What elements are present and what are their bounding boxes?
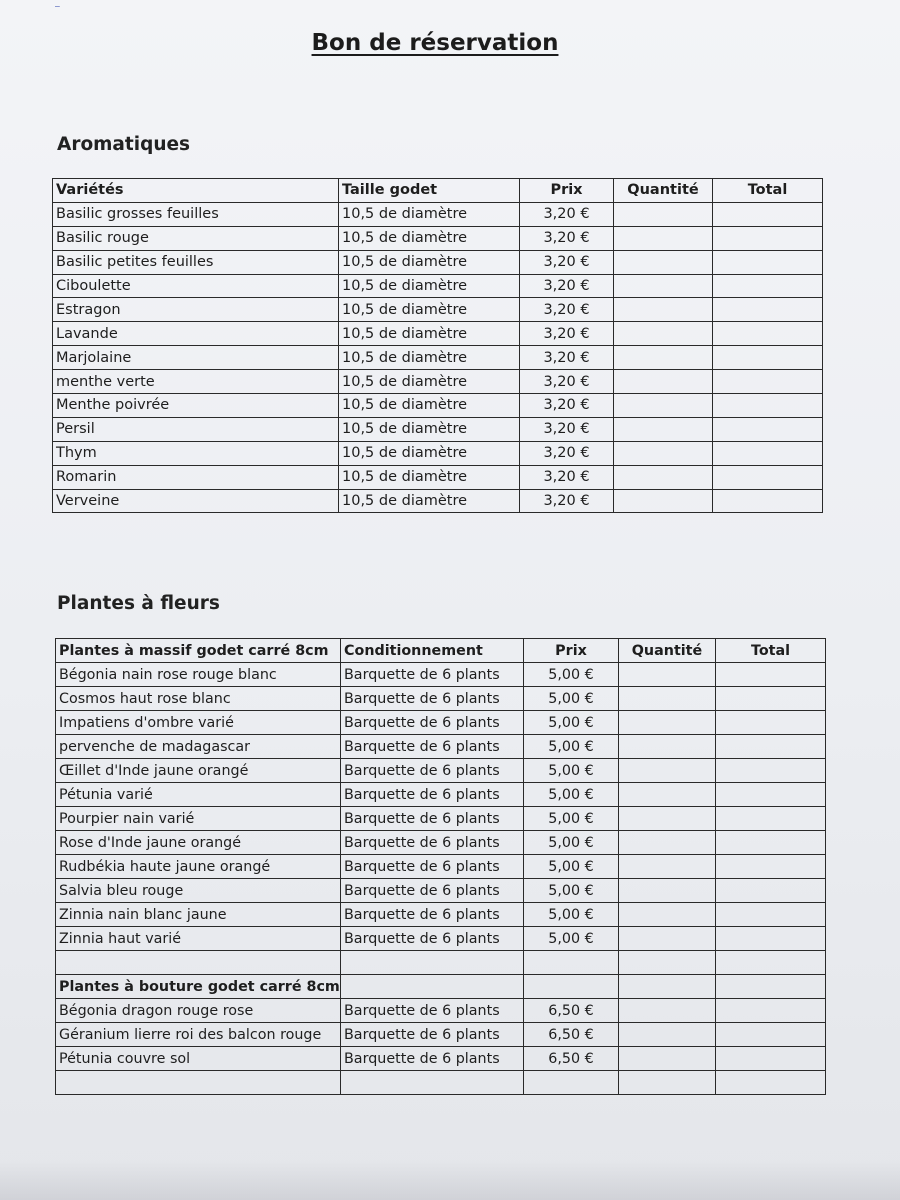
table-row bbox=[56, 1023, 826, 1047]
size-cell: Barquette de 6 plants bbox=[341, 735, 524, 759]
empty-cell[interactable] bbox=[619, 975, 716, 999]
size-cell: Barquette de 6 plants bbox=[341, 783, 524, 807]
col-header-massif: Plantes à massif godet carré 8cm bbox=[56, 639, 341, 663]
subsection-header-row bbox=[56, 975, 826, 999]
empty-cell[interactable] bbox=[716, 975, 826, 999]
empty-row bbox=[56, 1071, 826, 1095]
quantity-cell[interactable] bbox=[614, 346, 713, 370]
table-row bbox=[56, 1047, 826, 1071]
table-row bbox=[56, 783, 826, 807]
empty-cell bbox=[56, 951, 341, 975]
quantity-cell[interactable] bbox=[619, 855, 716, 879]
quantity-cell[interactable] bbox=[614, 298, 713, 322]
document-title bbox=[0, 30, 870, 56]
total-cell[interactable] bbox=[716, 831, 826, 855]
variety-cell: Zinnia haut varié bbox=[56, 927, 341, 951]
size-cell: 10,5 de diamètre bbox=[339, 274, 520, 298]
quantity-cell[interactable] bbox=[619, 807, 716, 831]
table-row bbox=[56, 663, 826, 687]
size-cell: Barquette de 6 plants bbox=[341, 831, 524, 855]
aromatiques-table bbox=[52, 178, 823, 513]
quantity-cell[interactable] bbox=[619, 711, 716, 735]
empty-cell bbox=[524, 975, 619, 999]
empty-cell bbox=[341, 975, 524, 999]
size-cell: Barquette de 6 plants bbox=[341, 999, 524, 1023]
price-cell: 5,00 € bbox=[524, 759, 619, 783]
table-row bbox=[56, 855, 826, 879]
variety-cell: Thym bbox=[53, 441, 339, 465]
quantity-cell[interactable] bbox=[614, 202, 713, 226]
variety-cell: Œillet d'Inde jaune orangé bbox=[56, 759, 341, 783]
fleurs-table bbox=[55, 638, 826, 1095]
quantity-cell[interactable] bbox=[614, 250, 713, 274]
total-cell[interactable] bbox=[716, 735, 826, 759]
size-cell: Barquette de 6 plants bbox=[341, 663, 524, 687]
variety-cell: Rudbékia haute jaune orangé bbox=[56, 855, 341, 879]
variety-cell: Pétunia varié bbox=[56, 783, 341, 807]
price-cell: 3,20 € bbox=[520, 322, 614, 346]
price-cell: 5,00 € bbox=[524, 663, 619, 687]
price-cell: 5,00 € bbox=[524, 903, 619, 927]
quantity-cell[interactable] bbox=[614, 417, 713, 441]
price-cell: 3,20 € bbox=[520, 346, 614, 370]
table-row bbox=[53, 226, 823, 250]
variety-cell: Rose d'Inde jaune orangé bbox=[56, 831, 341, 855]
price-cell: 3,20 € bbox=[520, 370, 614, 394]
price-cell: 3,20 € bbox=[520, 417, 614, 441]
size-cell: 10,5 de diamètre bbox=[339, 465, 520, 489]
aromatiques-body bbox=[53, 202, 823, 513]
col-header-quantite: Quantité bbox=[619, 639, 716, 663]
total-cell[interactable] bbox=[713, 441, 823, 465]
variety-cell: Menthe poivrée bbox=[53, 394, 339, 418]
quantity-cell[interactable] bbox=[619, 783, 716, 807]
empty-row bbox=[56, 951, 826, 975]
total-cell[interactable] bbox=[716, 807, 826, 831]
table-row bbox=[53, 370, 823, 394]
empty-cell[interactable] bbox=[619, 951, 716, 975]
quantity-cell[interactable] bbox=[619, 879, 716, 903]
empty-cell bbox=[341, 1071, 524, 1095]
total-cell[interactable] bbox=[713, 370, 823, 394]
price-cell: 5,00 € bbox=[524, 711, 619, 735]
table-row bbox=[53, 489, 823, 513]
table-row bbox=[53, 322, 823, 346]
variety-cell: Salvia bleu rouge bbox=[56, 879, 341, 903]
total-cell[interactable] bbox=[716, 1047, 826, 1071]
quantity-cell[interactable] bbox=[614, 274, 713, 298]
table-row bbox=[53, 298, 823, 322]
variety-cell: Géranium lierre roi des balcon rouge bbox=[56, 1023, 341, 1047]
total-cell[interactable] bbox=[713, 489, 823, 513]
size-cell: 10,5 de diamètre bbox=[339, 489, 520, 513]
total-cell[interactable] bbox=[716, 903, 826, 927]
total-cell[interactable] bbox=[716, 687, 826, 711]
quantity-cell[interactable] bbox=[614, 370, 713, 394]
total-cell[interactable] bbox=[716, 999, 826, 1023]
table-row bbox=[56, 879, 826, 903]
price-cell: 5,00 € bbox=[524, 687, 619, 711]
price-cell: 5,00 € bbox=[524, 879, 619, 903]
quantity-cell[interactable] bbox=[614, 465, 713, 489]
table-row bbox=[53, 441, 823, 465]
quantity-cell[interactable] bbox=[614, 322, 713, 346]
variety-cell: Zinnia nain blanc jaune bbox=[56, 903, 341, 927]
empty-cell[interactable] bbox=[716, 1071, 826, 1095]
size-cell: 10,5 de diamètre bbox=[339, 346, 520, 370]
table-row bbox=[56, 903, 826, 927]
quantity-cell[interactable] bbox=[619, 759, 716, 783]
empty-cell[interactable] bbox=[716, 951, 826, 975]
quantity-cell[interactable] bbox=[619, 735, 716, 759]
table-row bbox=[56, 711, 826, 735]
quantity-cell[interactable] bbox=[619, 831, 716, 855]
size-cell: Barquette de 6 plants bbox=[341, 759, 524, 783]
price-cell: 5,00 € bbox=[524, 807, 619, 831]
total-cell[interactable] bbox=[713, 226, 823, 250]
table-row bbox=[53, 250, 823, 274]
table-row bbox=[53, 394, 823, 418]
price-cell: 5,00 € bbox=[524, 783, 619, 807]
fleurs-body bbox=[56, 663, 826, 1095]
variety-cell: pervenche de madagascar bbox=[56, 735, 341, 759]
quantity-cell[interactable] bbox=[619, 687, 716, 711]
total-cell[interactable] bbox=[716, 855, 826, 879]
quantity-cell[interactable] bbox=[614, 489, 713, 513]
table-row bbox=[56, 807, 826, 831]
quantity-cell[interactable] bbox=[619, 999, 716, 1023]
price-cell: 3,20 € bbox=[520, 250, 614, 274]
price-cell: 3,20 € bbox=[520, 298, 614, 322]
total-cell[interactable] bbox=[716, 1023, 826, 1047]
size-cell: 10,5 de diamètre bbox=[339, 226, 520, 250]
total-cell[interactable] bbox=[713, 394, 823, 418]
price-cell: 6,50 € bbox=[524, 1023, 619, 1047]
col-header-quantite: Quantité bbox=[614, 179, 713, 203]
document-title-text: Bon de réservation bbox=[311, 30, 559, 56]
table-row bbox=[56, 735, 826, 759]
table-row bbox=[53, 346, 823, 370]
total-cell[interactable] bbox=[713, 202, 823, 226]
size-cell: Barquette de 6 plants bbox=[341, 711, 524, 735]
quantity-cell[interactable] bbox=[619, 663, 716, 687]
total-cell[interactable] bbox=[716, 711, 826, 735]
cut-off-email-link bbox=[55, 0, 60, 9]
table-row bbox=[53, 274, 823, 298]
variety-cell: Basilic grosses feuilles bbox=[53, 202, 339, 226]
price-cell: 3,20 € bbox=[520, 202, 614, 226]
empty-cell bbox=[56, 1071, 341, 1095]
col-header-varietes: Variétés bbox=[53, 179, 339, 203]
price-cell: 5,00 € bbox=[524, 927, 619, 951]
quantity-cell[interactable] bbox=[619, 903, 716, 927]
quantity-cell[interactable] bbox=[614, 226, 713, 250]
col-header-conditionnement: Conditionnement bbox=[341, 639, 524, 663]
variety-cell: Marjolaine bbox=[53, 346, 339, 370]
total-cell[interactable] bbox=[713, 298, 823, 322]
section-heading-fleurs: Plantes à fleurs bbox=[57, 593, 220, 614]
variety-cell: Impatiens d'ombre varié bbox=[56, 711, 341, 735]
variety-cell: Verveine bbox=[53, 489, 339, 513]
price-cell: 3,20 € bbox=[520, 489, 614, 513]
price-cell: 3,20 € bbox=[520, 274, 614, 298]
col-header-total: Total bbox=[716, 639, 826, 663]
size-cell: Barquette de 6 plants bbox=[341, 687, 524, 711]
variety-cell: Basilic petites feuilles bbox=[53, 250, 339, 274]
size-cell: Barquette de 6 plants bbox=[341, 903, 524, 927]
size-cell: 10,5 de diamètre bbox=[339, 202, 520, 226]
total-cell[interactable] bbox=[713, 465, 823, 489]
total-cell[interactable] bbox=[713, 346, 823, 370]
size-cell: 10,5 de diamètre bbox=[339, 250, 520, 274]
price-cell: 5,00 € bbox=[524, 831, 619, 855]
size-cell: Barquette de 6 plants bbox=[341, 855, 524, 879]
variety-cell: Ciboulette bbox=[53, 274, 339, 298]
variety-cell: Bégonia nain rose rouge blanc bbox=[56, 663, 341, 687]
table-row bbox=[53, 202, 823, 226]
table-row bbox=[56, 999, 826, 1023]
variety-cell: menthe verte bbox=[53, 370, 339, 394]
variety-cell: Persil bbox=[53, 417, 339, 441]
table-row bbox=[56, 687, 826, 711]
price-cell: 3,20 € bbox=[520, 394, 614, 418]
size-cell: 10,5 de diamètre bbox=[339, 394, 520, 418]
size-cell: 10,5 de diamètre bbox=[339, 441, 520, 465]
variety-cell: Lavande bbox=[53, 322, 339, 346]
col-header-total: Total bbox=[713, 179, 823, 203]
table-row bbox=[56, 759, 826, 783]
subsection-heading-bouture: Plantes à bouture godet carré 8cm bbox=[56, 975, 341, 999]
table-header-row bbox=[56, 639, 826, 663]
section-heading-aromatiques: Aromatiques bbox=[57, 134, 191, 155]
table-row bbox=[53, 465, 823, 489]
total-cell[interactable] bbox=[716, 879, 826, 903]
empty-cell[interactable] bbox=[619, 1071, 716, 1095]
page-shadow bbox=[0, 1160, 900, 1200]
price-cell: 5,00 € bbox=[524, 735, 619, 759]
size-cell: 10,5 de diamètre bbox=[339, 417, 520, 441]
empty-cell bbox=[341, 951, 524, 975]
size-cell: Barquette de 6 plants bbox=[341, 1047, 524, 1071]
variety-cell: Romarin bbox=[53, 465, 339, 489]
price-cell: 3,20 € bbox=[520, 226, 614, 250]
variety-cell: Bégonia dragon rouge rose bbox=[56, 999, 341, 1023]
quantity-cell[interactable] bbox=[619, 1047, 716, 1071]
total-cell[interactable] bbox=[713, 274, 823, 298]
variety-cell: Pourpier nain varié bbox=[56, 807, 341, 831]
size-cell: 10,5 de diamètre bbox=[339, 322, 520, 346]
empty-cell bbox=[524, 951, 619, 975]
size-cell: Barquette de 6 plants bbox=[341, 879, 524, 903]
variety-cell: Estragon bbox=[53, 298, 339, 322]
price-cell: 6,50 € bbox=[524, 999, 619, 1023]
price-cell: 3,20 € bbox=[520, 441, 614, 465]
total-cell[interactable] bbox=[716, 663, 826, 687]
total-cell[interactable] bbox=[713, 322, 823, 346]
variety-cell: Cosmos haut rose blanc bbox=[56, 687, 341, 711]
quantity-cell[interactable] bbox=[614, 394, 713, 418]
col-header-prix: Prix bbox=[524, 639, 619, 663]
quantity-cell[interactable] bbox=[619, 1023, 716, 1047]
table-row bbox=[53, 417, 823, 441]
quantity-cell[interactable] bbox=[619, 927, 716, 951]
size-cell: Barquette de 6 plants bbox=[341, 1023, 524, 1047]
total-cell[interactable] bbox=[713, 250, 823, 274]
size-cell: Barquette de 6 plants bbox=[341, 807, 524, 831]
size-cell: Barquette de 6 plants bbox=[341, 927, 524, 951]
price-cell: 6,50 € bbox=[524, 1047, 619, 1071]
total-cell[interactable] bbox=[716, 783, 826, 807]
table-row bbox=[56, 831, 826, 855]
total-cell[interactable] bbox=[713, 417, 823, 441]
size-cell: 10,5 de diamètre bbox=[339, 370, 520, 394]
total-cell[interactable] bbox=[716, 759, 826, 783]
total-cell[interactable] bbox=[716, 927, 826, 951]
table-row bbox=[56, 927, 826, 951]
col-header-taille: Taille godet bbox=[339, 179, 520, 203]
variety-cell: Basilic rouge bbox=[53, 226, 339, 250]
empty-cell bbox=[524, 1071, 619, 1095]
table-header-row bbox=[53, 179, 823, 203]
variety-cell: Pétunia couvre sol bbox=[56, 1047, 341, 1071]
price-cell: 5,00 € bbox=[524, 855, 619, 879]
quantity-cell[interactable] bbox=[614, 441, 713, 465]
price-cell: 3,20 € bbox=[520, 465, 614, 489]
size-cell: 10,5 de diamètre bbox=[339, 298, 520, 322]
col-header-prix: Prix bbox=[520, 179, 614, 203]
